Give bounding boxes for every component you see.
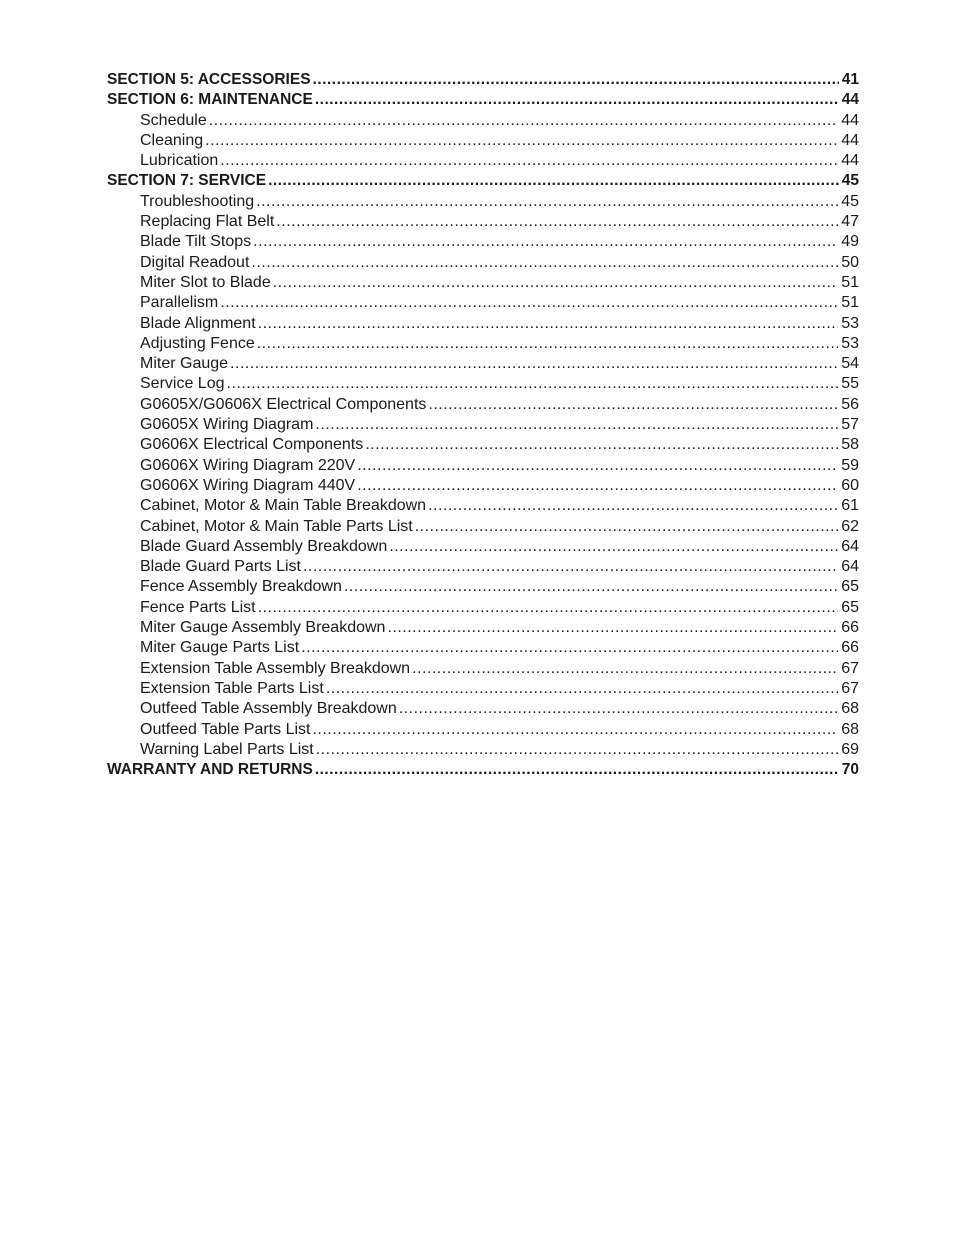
toc-subsection-entry[interactable] <box>107 537 859 557</box>
toc-subsection-entry[interactable] <box>107 720 859 740</box>
toc-entry-page-number: 53 <box>841 314 859 332</box>
dot-leader <box>301 638 838 658</box>
toc-entry-title: Parallelism <box>140 294 219 312</box>
toc-entry-page-number: 60 <box>841 476 859 494</box>
toc-entry-title: Fence Parts List <box>140 598 256 616</box>
dot-leader <box>313 70 839 90</box>
toc-entry-title: SECTION 5: ACCESSORIES <box>107 71 311 88</box>
toc-subsection-entry[interactable] <box>107 557 859 577</box>
toc-entry-page-number: 68 <box>841 700 859 718</box>
toc-entry-title: Cabinet, Motor & Main Table Breakdown <box>140 497 427 515</box>
toc-entry-title: G0606X Wiring Diagram 220V <box>140 456 356 474</box>
toc-entry-title: Cleaning <box>140 131 204 149</box>
toc-entry-title: WARRANTY AND RETURNS <box>107 761 313 779</box>
toc-section-entry[interactable] <box>107 760 859 780</box>
toc-subsection-entry[interactable] <box>107 496 859 516</box>
toc-section-entry[interactable] <box>107 70 859 90</box>
toc-entry-page-number: 44 <box>841 111 859 129</box>
toc-subsection-entry[interactable] <box>107 659 859 679</box>
toc-entry-page-number: 53 <box>841 334 859 352</box>
toc-entry-page-number: 65 <box>841 598 859 616</box>
toc-subsection-entry[interactable] <box>107 131 859 151</box>
toc-subsection-entry[interactable] <box>107 638 859 658</box>
toc-entry-page-number: 70 <box>841 761 859 779</box>
toc-entry-title: G0605X/G0606X Electrical Components <box>140 395 427 413</box>
dot-leader <box>315 90 839 110</box>
toc-subsection-entry[interactable] <box>107 253 859 273</box>
toc-subsection-entry[interactable] <box>107 354 859 374</box>
toc-subsection-entry[interactable] <box>107 273 859 293</box>
toc-entry-title: Blade Guard Parts List <box>140 558 301 576</box>
toc-entry-title: Extension Table Parts List <box>140 679 324 697</box>
toc-entry-title: Digital Readout <box>140 253 250 271</box>
toc-entry-title: Miter Gauge <box>140 355 229 373</box>
dot-leader <box>303 557 838 577</box>
toc-entry-title: Extension Table Assembly Breakdown <box>140 659 411 677</box>
toc-entry-page-number: 66 <box>841 619 859 637</box>
dot-leader <box>253 232 838 252</box>
toc-subsection-entry[interactable] <box>107 111 859 131</box>
dot-leader <box>315 760 839 780</box>
toc-subsection-entry[interactable] <box>107 415 859 435</box>
dot-leader <box>412 659 838 679</box>
toc-entry-title: Service Log <box>140 375 225 393</box>
toc-entry-page-number: 64 <box>841 558 859 576</box>
dot-leader <box>251 253 838 273</box>
toc-entry-page-number: 58 <box>841 436 859 454</box>
toc-entry-title: Warning Label Parts List <box>140 740 314 758</box>
dot-leader <box>399 699 838 719</box>
toc-subsection-entry[interactable] <box>107 476 859 496</box>
toc-entry-page-number: 61 <box>841 497 859 515</box>
toc-subsection-entry[interactable] <box>107 679 859 699</box>
toc-entry-page-number: 57 <box>841 416 859 434</box>
dot-leader <box>389 537 838 557</box>
toc-entry-title: Miter Gauge Assembly Breakdown <box>140 619 386 637</box>
toc-section-entry[interactable] <box>107 90 859 110</box>
toc-subsection-entry[interactable] <box>107 740 859 760</box>
toc-entry-page-number: 67 <box>841 679 859 697</box>
dot-leader <box>357 456 838 476</box>
toc-entry-page-number: 45 <box>841 172 859 190</box>
toc-entry-page-number: 41 <box>841 71 859 88</box>
dot-leader <box>312 720 838 740</box>
toc-subsection-entry[interactable] <box>107 192 859 212</box>
toc-entry-page-number: 65 <box>841 578 859 596</box>
dot-leader <box>273 273 838 293</box>
toc-entry-page-number: 64 <box>841 537 859 555</box>
toc-entry-title: G0606X Wiring Diagram 440V <box>140 476 356 494</box>
toc-entry-page-number: 67 <box>841 659 859 677</box>
toc-entry-title: Cabinet, Motor & Main Table Parts List <box>140 517 413 535</box>
toc-entry-title: Outfeed Table Assembly Breakdown <box>140 700 397 718</box>
dot-leader <box>256 192 838 212</box>
toc-entry-title: Fence Assembly Breakdown <box>140 578 342 596</box>
table-of-contents <box>107 70 859 780</box>
dot-leader <box>220 293 838 313</box>
toc-subsection-entry[interactable] <box>107 598 859 618</box>
dot-leader <box>258 598 839 618</box>
toc-entry-page-number: 51 <box>841 294 859 312</box>
toc-entry-page-number: 44 <box>841 152 859 170</box>
dot-leader <box>205 131 838 151</box>
dot-leader <box>268 171 839 191</box>
toc-subsection-entry[interactable] <box>107 517 859 537</box>
toc-entry-page-number: 44 <box>841 91 859 109</box>
toc-subsection-entry[interactable] <box>107 456 859 476</box>
dot-leader <box>326 679 838 699</box>
toc-entry-title: Miter Gauge Parts List <box>140 639 300 657</box>
toc-entry-page-number: 66 <box>841 639 859 657</box>
toc-entry-title: Replacing Flat Belt <box>140 213 275 231</box>
toc-entry-page-number: 49 <box>841 233 859 251</box>
toc-entry-page-number: 62 <box>841 517 859 535</box>
dot-leader <box>230 354 838 374</box>
dot-leader <box>387 618 838 638</box>
toc-subsection-entry[interactable] <box>107 699 859 719</box>
toc-entry-title: Outfeed Table Parts List <box>140 720 311 738</box>
dot-leader <box>316 740 838 760</box>
toc-entry-page-number: 56 <box>841 395 859 413</box>
dot-leader <box>258 314 839 334</box>
toc-entry-title: Miter Slot to Blade <box>140 273 271 291</box>
toc-entry-page-number: 55 <box>841 375 859 393</box>
toc-entry-title: Blade Guard Assembly Breakdown <box>140 537 388 555</box>
dot-leader <box>365 435 838 455</box>
toc-subsection-entry[interactable] <box>107 577 859 597</box>
toc-entry-page-number: 54 <box>841 355 859 373</box>
toc-entry-title: SECTION 6: MAINTENANCE <box>107 91 313 109</box>
toc-subsection-entry[interactable] <box>107 314 859 334</box>
toc-subsection-entry[interactable] <box>107 618 859 638</box>
toc-entry-title: Lubrication <box>140 152 219 170</box>
toc-entry-page-number: 68 <box>841 720 859 738</box>
toc-entry-page-number: 44 <box>841 131 859 149</box>
toc-entry-title: G0606X Electrical Components <box>140 436 364 454</box>
dot-leader <box>209 111 838 131</box>
toc-entry-title: Blade Tilt Stops <box>140 233 252 251</box>
toc-subsection-entry[interactable] <box>107 435 859 455</box>
toc-subsection-entry[interactable] <box>107 212 859 232</box>
dot-leader <box>428 395 838 415</box>
toc-entry-page-number: 45 <box>841 192 859 210</box>
toc-entry-page-number: 59 <box>841 456 859 474</box>
toc-entry-page-number: 50 <box>841 253 859 271</box>
dot-leader <box>257 334 838 354</box>
dot-leader <box>220 151 838 171</box>
toc-section-entry[interactable] <box>107 171 859 191</box>
toc-entry-title: Blade Alignment <box>140 314 256 332</box>
dot-leader <box>227 374 839 394</box>
toc-entry-title: Troubleshooting <box>140 192 255 210</box>
toc-entry-title: Adjusting Fence <box>140 334 255 352</box>
toc-entry-title: G0605X Wiring Diagram <box>140 416 314 434</box>
toc-subsection-entry[interactable] <box>107 151 859 171</box>
toc-entry-title: Schedule <box>140 111 207 129</box>
dot-leader <box>357 476 838 496</box>
toc-entry-page-number: 69 <box>841 740 859 758</box>
toc-subsection-entry[interactable] <box>107 293 859 313</box>
toc-subsection-entry[interactable] <box>107 334 859 354</box>
toc-subsection-entry[interactable] <box>107 374 859 394</box>
dot-leader <box>276 212 838 232</box>
dot-leader <box>344 577 838 597</box>
toc-subsection-entry[interactable] <box>107 232 859 252</box>
toc-entry-title: SECTION 7: SERVICE <box>107 172 267 190</box>
toc-subsection-entry[interactable] <box>107 395 859 415</box>
dot-leader <box>415 517 838 537</box>
toc-entry-page-number: 47 <box>841 213 859 231</box>
dot-leader <box>428 496 838 516</box>
toc-entry-page-number: 51 <box>841 273 859 291</box>
dot-leader <box>315 415 838 435</box>
